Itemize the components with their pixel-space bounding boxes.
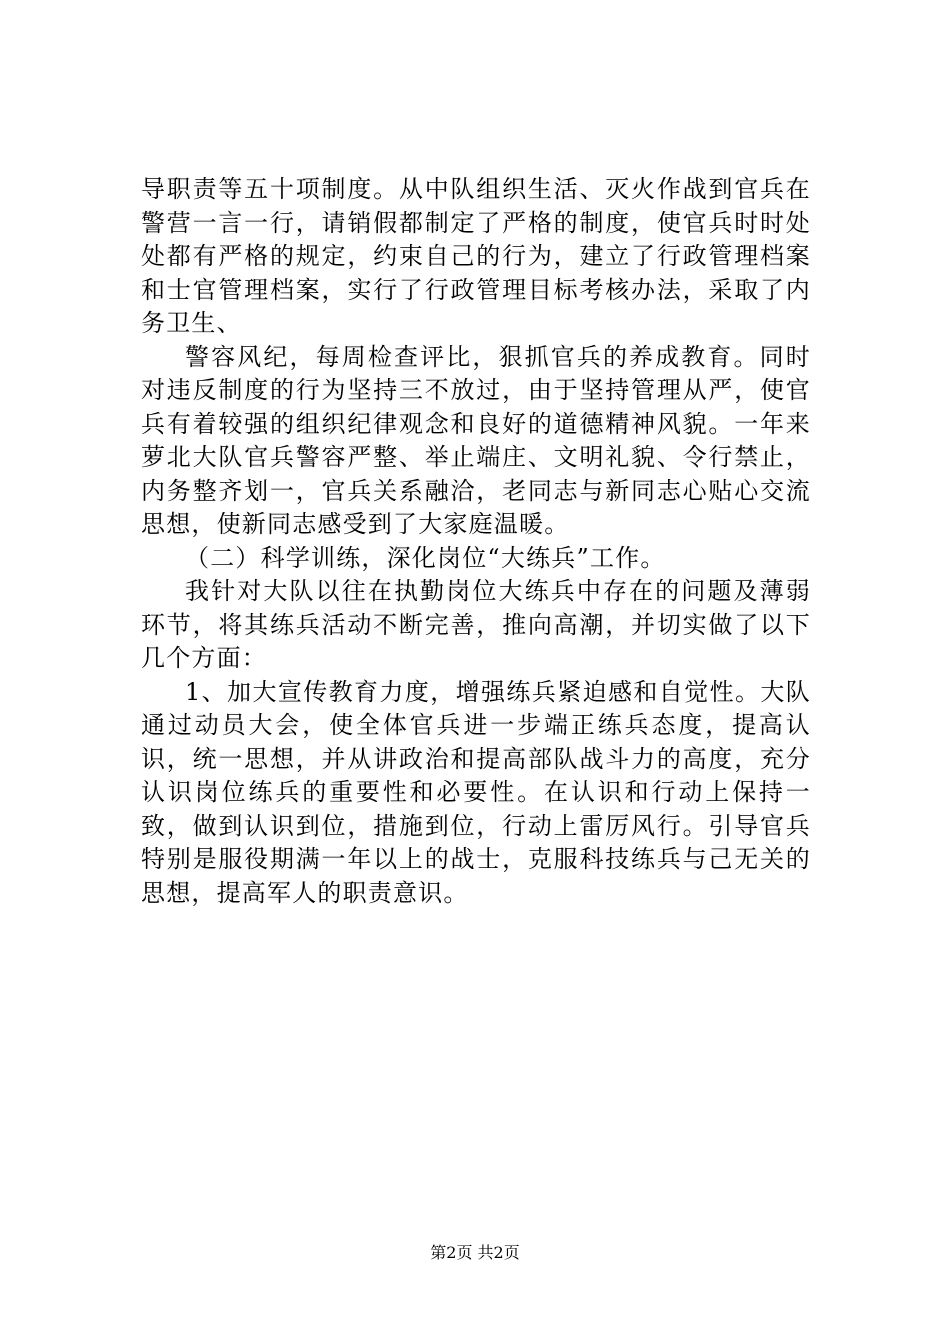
paragraph-item-1: 1、加大宣传教育力度，增强练兵紧迫感和自觉性。大队通过动员大会，使全体官兵进一步端正练兵态度，提高认识，统一思想，并从讲政治和提高部队战斗力的高度，充分认识岗位练兵的重要性和必要性。在认识和行动上保持一致，做到认识到位，措施到位，行动上雷厉风行。引导官兵特别是服役期满一年以上的战士，克服科技练兵与己无关的思想，提高军人的职责意识。 — [141, 677, 811, 907]
paragraph-continuation: 导职责等五十项制度。从中队组织生活、灭火作战到官兵在警营一言一行，请销假都制定了严格的制度，使官兵时时处处都有严格的规定，约束自己的行为，建立了行政管理档案和士官管理档案，实行了行政管理目标考核办法，采取了内务卫生、 — [141, 175, 811, 337]
paragraph-training-intro: 我针对大队以往在执勤岗位大练兵中存在的问题及薄弱环节，将其练兵活动不断完善，推向高潮，并切实做了以下几个方面： — [141, 577, 811, 672]
paragraph-discipline: 警容风纪，每周检查评比，狠抓官兵的养成教育。同时对违反制度的行为坚持三不放过，由于坚持管理从严，使官兵有着较强的组织纪律观念和良好的道德精神风貌。一年来萝北大队官兵警容严整、举止端庄、文明礼貌、令行禁止，内务整齐划一，官兵关系融洽，老同志与新同志心贴心交流思想，使新同志感受到了大家庭温暖。 — [141, 342, 811, 538]
page-footer: 第2页 共2页 — [430, 1243, 520, 1262]
document-body — [141, 173, 811, 910]
section-heading-training: （二）科学训练，深化岗位“大练兵”工作。 — [185, 543, 666, 572]
